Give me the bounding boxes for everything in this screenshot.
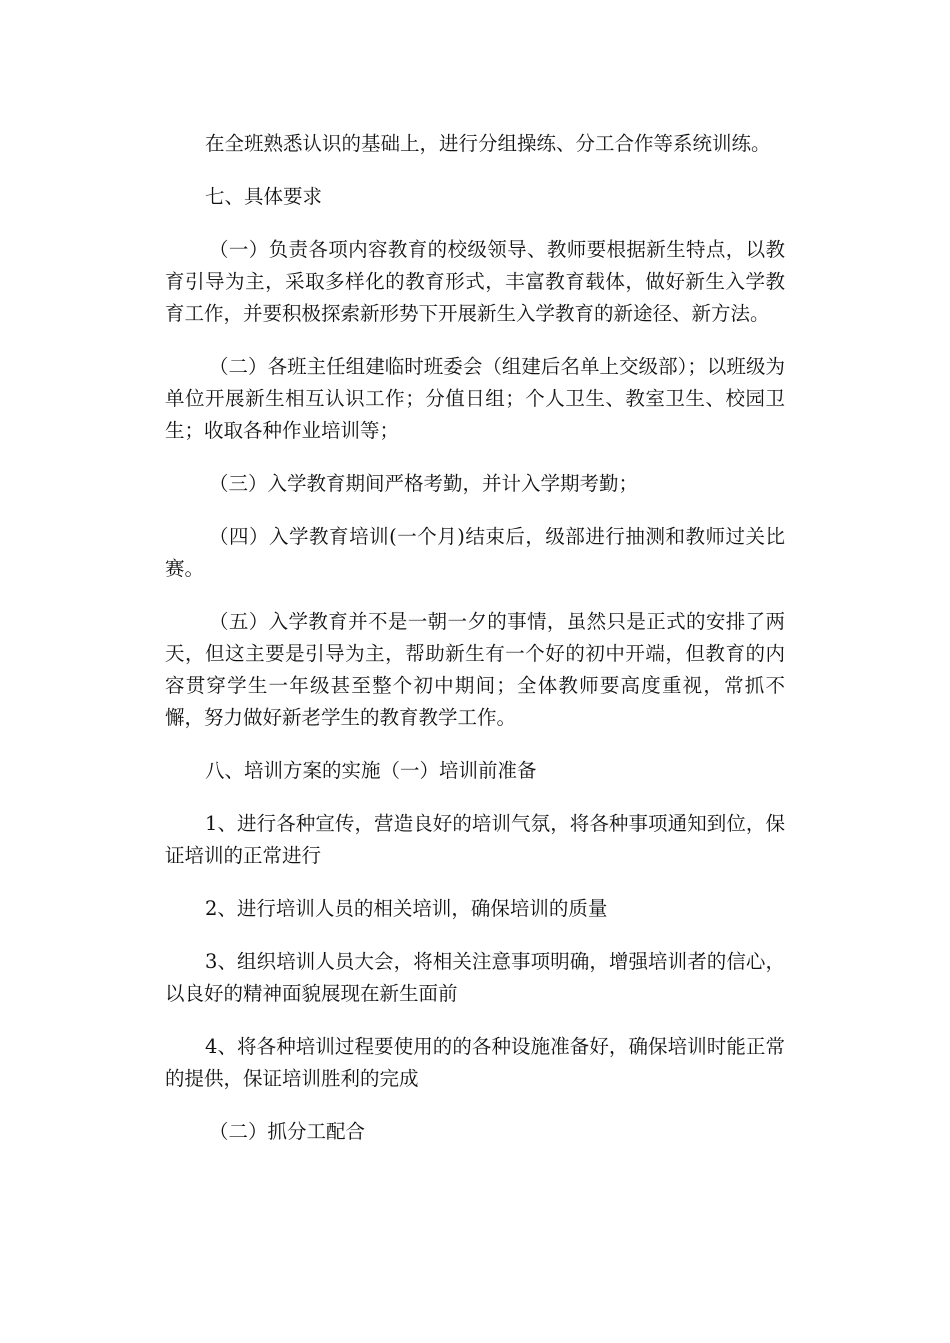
- requirement-2: （二）各班主任组建临时班委会（组建后名单上交级部）；以班级为单位开展新生相互认识工作；分值日组；个人卫生、教室卫生、校园卫生；收取各种作业培训等；: [165, 355, 785, 442]
- prep-item-1: 1、进行各种宣传，营造良好的培训气氛，将各种事项通知到位，保证培训的正常进行: [165, 812, 785, 867]
- paragraph-1: 在全班熟悉认识的基础上，进行分组操练、分工合作等系统训练。: [205, 132, 771, 155]
- requirement-4: （四）入学教育培训(一个月)结束后，级部进行抽测和教师过关比赛。: [165, 525, 785, 580]
- prep-item-3: 3、组织培训人员大会，将相关注意事项明确，增强培训者的信心，以良好的精神面貌展现在新生面前: [165, 950, 785, 1005]
- section-heading-7: 七、具体要求: [205, 185, 323, 208]
- requirement-3: （三）入学教育期间严格考勤，并计入学期考勤；: [209, 472, 639, 495]
- requirement-5: （五）入学教育并不是一朝一夕的事情，虽然只是正式的安排了两天，但这主要是引导为主，帮助新生有一个好的初中开端，但教育的内容贯穿学生一年级甚至整个初中期间；全体教师要高度重视，常抓不懈，努力做好新老学生的教育教学工作。: [165, 610, 785, 729]
- requirement-1: （一）负责各项内容教育的校级领导、教师要根据新生特点，以教育引导为主，采取多样化的教育形式，丰富教育载体，做好新生入学教育工作，并要积极探索新形势下开展新生入学教育的新途径、新方法。: [165, 238, 785, 325]
- prep-item-2: 2、进行培训人员的相关培训，确保培训的质量: [205, 897, 608, 920]
- subsection-heading-2: （二）抓分工配合: [209, 1120, 366, 1143]
- section-heading-8: 八、培训方案的实施（一）培训前准备: [205, 759, 537, 782]
- document-body: [165, 128, 785, 1169]
- prep-item-4: 4、将各种培训过程要使用的的各种设施准备好，确保培训时能正常的提供，保证培训胜利的完成: [165, 1035, 785, 1090]
